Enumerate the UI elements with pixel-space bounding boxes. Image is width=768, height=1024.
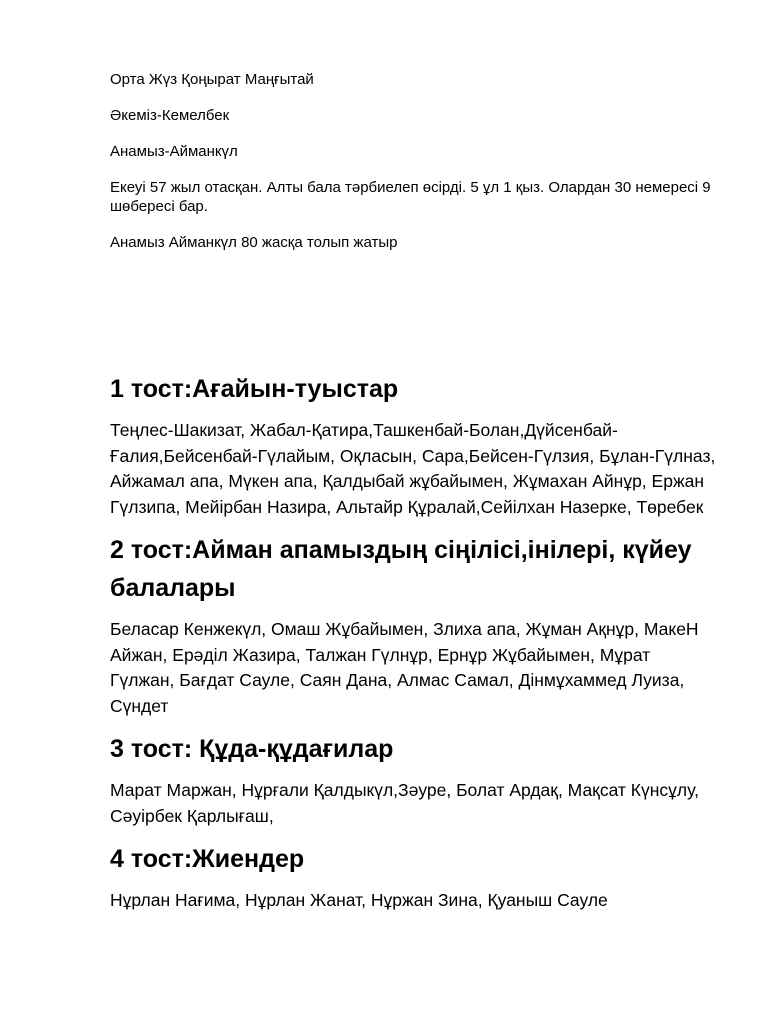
toast-section-2 bbox=[110, 531, 718, 719]
father-name-text: Әкеміз-Кемелбек bbox=[110, 107, 230, 124]
toast-guests-2: Беласар Кенжекүл, Омаш Жұбайымен, Злиха апа, Жұман Ақнұр, МакеН Айжан, Ерәділ Жазира, Талжан Гүлнұр, Ернұр Жұбайымен, Мұрат Гүлжан, Бағдат Сауле, Саян Дана, Алмас Самал, Дінмұхаммед Луиза, Сүндет bbox=[110, 619, 699, 716]
mother-name-text: Анамыз-Айманкүл bbox=[110, 143, 238, 160]
jubilee-text: Анамыз Айманкүл 80 жасқа толып жатыр bbox=[110, 234, 398, 251]
family-lineage-text: Орта Жүз Қоңырат Маңғытай bbox=[110, 71, 314, 88]
toast-guests-4: Нұрлан Нағима, Нұрлан Жанат, Нұржан Зина, Қуаныш Сауле bbox=[110, 890, 608, 910]
toast-guests-1: Теңлес-Шакизат, Жабал-Қатира,Ташкенбай-Болан,Дүйсенбай-Ғалия,Бейсенбай-Гүлайым, Оқласын, Сара,Бейсен-Гүлзия, Бұлан-Гүлназ, Айжамал апа, Мүкен апа, Қалдыбай жұбайымен, Жұмахан Айнұр, Ержан Гүлзипа, Мейірбан Назира, Альтайр Құралай,Сейілхан Назерке, Төребек bbox=[110, 420, 716, 517]
toast-sections bbox=[110, 370, 718, 914]
toast-section-4 bbox=[110, 840, 718, 914]
toast-heading-4: 4 тост:Жиендер bbox=[110, 845, 305, 873]
toast-heading-2: 2 тост:Айман апамыздың сіңілісі,інілері, күйеу балалары bbox=[110, 536, 692, 602]
family-summary-text: Екеуі 57 жыл отасқан. Алты бала тәрбиелеп өсірді. 5 ұл 1 қыз. Олардан 30 немересі 9 шөбересі бар. bbox=[110, 179, 711, 215]
toast-section-1 bbox=[110, 370, 718, 520]
intro-block bbox=[110, 0, 718, 252]
toast-guests-3: Марат Маржан, Нұрғали Қалдыкүл,Зәуре, Болат Ардақ, Мақсат Күнсұлу, Сәуірбек Қарлығаш, bbox=[110, 780, 699, 826]
toast-heading-1: 1 тост:Ағайын-туыстар bbox=[110, 375, 399, 403]
toast-section-3 bbox=[110, 730, 718, 829]
toast-heading-3: 3 тост: Құда-құдағилар bbox=[110, 735, 394, 763]
